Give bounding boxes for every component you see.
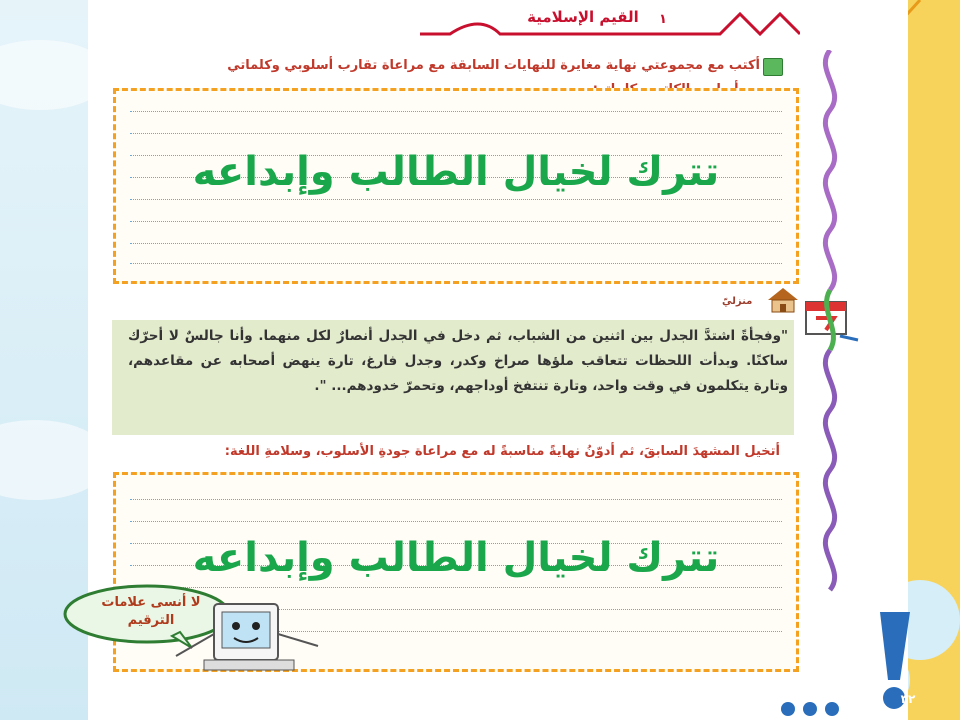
reminder-line-1: لا أنسى علامات [101, 595, 201, 610]
writing-line [130, 111, 782, 112]
task2-instruction: أتخيل المشهدَ السابقَ، ثم أدوّنُ نهايةً مناسبةً له مع مراعاة جودةِ الأسلوب، وسلامةِ اللغة: [224, 444, 780, 459]
answer-text-1: تترك لخيال الطالب وإبداعه [192, 149, 720, 195]
excerpt-label: منزليّ [722, 296, 753, 307]
excerpt-text: "وفجأةً اشتدَّ الجدل بين اثنين من الشباب، ثم دخل في الجدل أنصارٌ لكل منهما. وأنا جالسٌ لا أحرّك ساكنًا. وبدأت اللحظات تتعاقب ملؤها صراخ وكدر، وجدل فارغ، تارة ينهض أصحابه عن مقاعدهم، وتارة يتكلمون في وقت واحد، وتارة تنتفخ أوداجهم، وتحمرّ خدودهم... ". [128, 328, 788, 394]
reminder-line-2: الترقيم [127, 613, 175, 628]
answer-text-2: تترك لخيال الطالب وإبداعه [192, 535, 720, 581]
task1-instruction: أكتب مع مجموعتي نهاية مغايرة للنهايات السابقة مع مراعاة تقارب أسلوبي وكلماتي [227, 58, 760, 73]
writing-line [130, 133, 782, 134]
task-badge-icon [763, 58, 783, 76]
house-icon [766, 286, 800, 314]
writing-line [130, 499, 782, 500]
writing-line [130, 199, 782, 200]
writing-line [130, 221, 782, 222]
writing-line [130, 521, 782, 522]
writing-line [130, 243, 782, 244]
robot-icon [168, 594, 338, 674]
chapter-title: القيم الإسلامية [527, 8, 639, 26]
chapter-number: ١ [659, 12, 667, 27]
answer-box-1[interactable] [113, 88, 799, 284]
writing-line [130, 263, 782, 264]
dots-decoration [778, 700, 858, 718]
spiral-ribbon-icon [812, 50, 848, 610]
page-number: ٣٢ [900, 692, 916, 706]
